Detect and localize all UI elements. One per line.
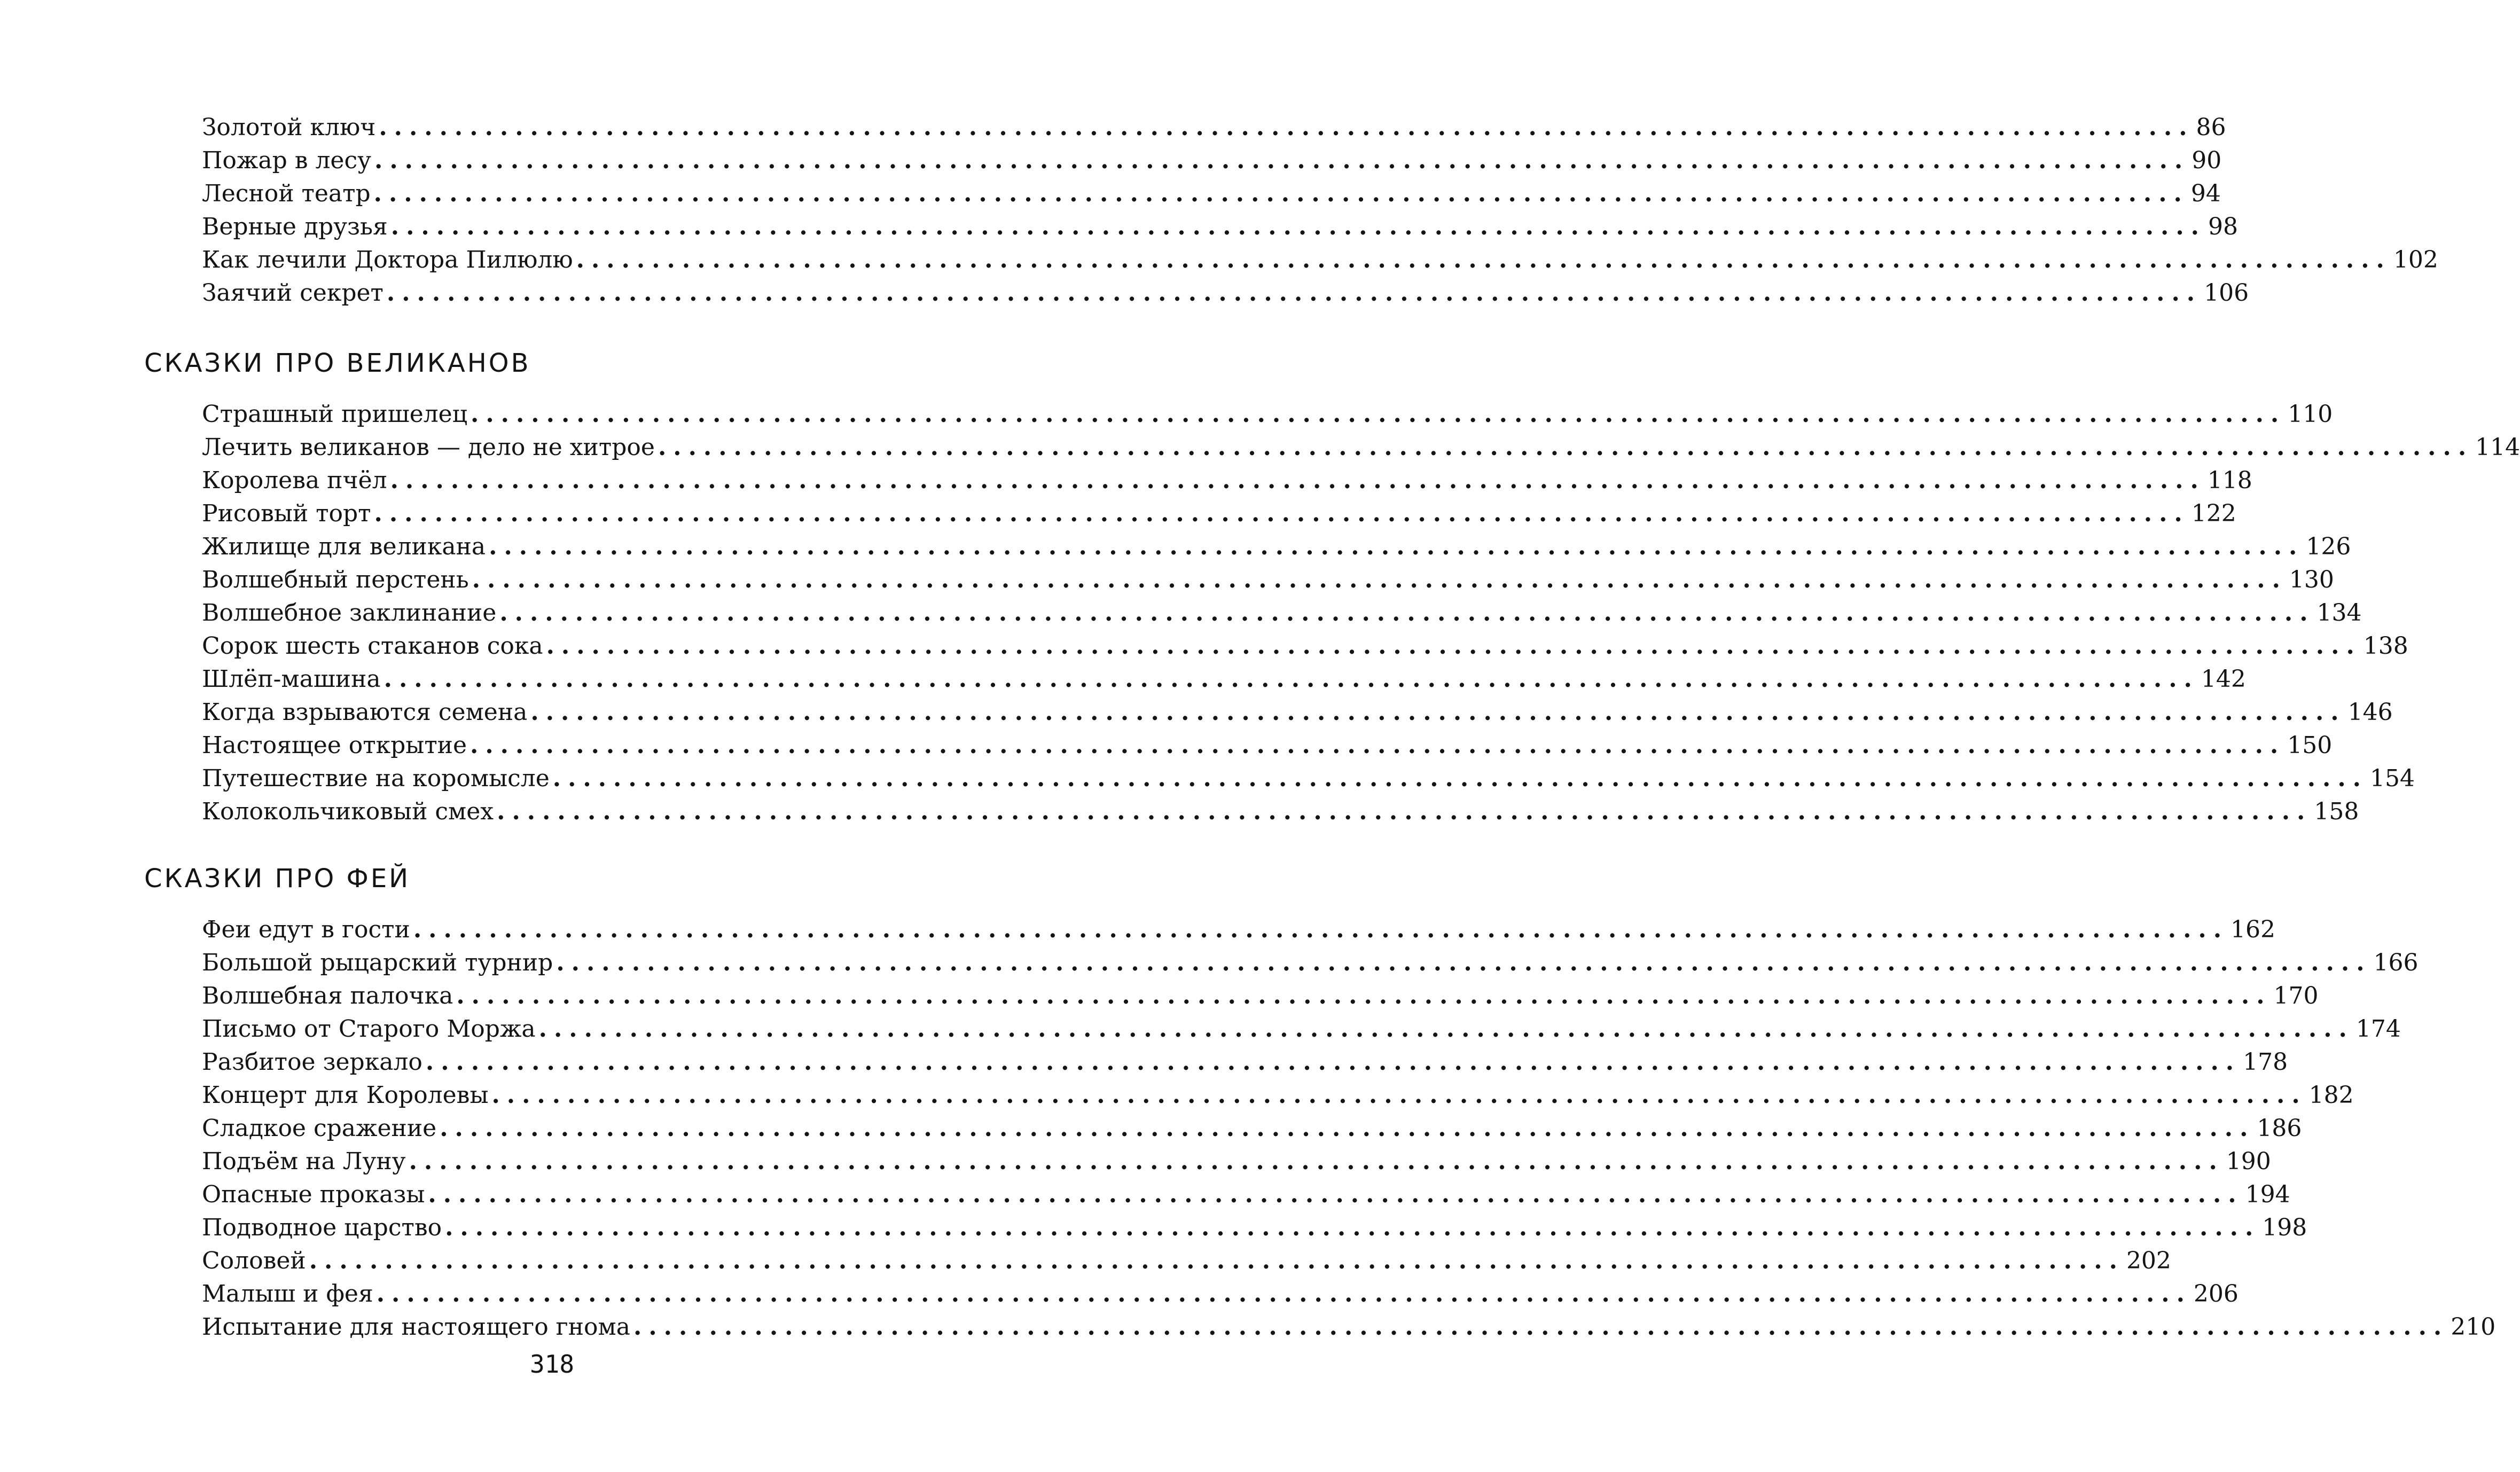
section-heading-fairies: СКАЗКИ ПРО ФЕЙ <box>144 864 411 894</box>
toc-entry-page: 150 <box>2287 732 2333 759</box>
toc-entry-title: Письмо от Старого Моржа <box>202 1015 536 1043</box>
toc-entry <box>202 1311 2496 1344</box>
toc-entry <box>202 762 2415 795</box>
toc-entry-page: 170 <box>2273 982 2319 1009</box>
dot-leader: ........................................................................................................................ <box>428 1181 2243 1208</box>
toc-entry <box>202 497 2236 530</box>
toc-entry-title: Испытание для настоящего гнома <box>202 1313 630 1341</box>
dot-leader: ........................................................................................................................ <box>489 533 2304 560</box>
toc-entry-title: Шлёп-машина <box>202 665 381 693</box>
toc-entry-title: Подъём на Луну <box>202 1148 406 1175</box>
dot-leader: ........................................................................................................................ <box>472 566 2287 593</box>
toc-entry <box>202 277 2249 310</box>
toc-entry-title: Концерт для Королевы <box>202 1082 489 1109</box>
toc-entry-page: 122 <box>2191 500 2236 527</box>
dot-leader: ........................................................................................................................ <box>425 1048 2241 1076</box>
dot-leader: ........................................................................................................................ <box>497 798 2312 825</box>
toc-entry-page: 98 <box>2208 213 2238 240</box>
dot-leader: ........................................................................................................................ <box>470 732 2286 759</box>
toc-entry <box>202 1145 2271 1178</box>
dot-leader: ........................................................................................................................ <box>576 246 2391 273</box>
dot-leader: ........................................................................................................................ <box>386 279 2202 307</box>
toc-entry-page: 194 <box>2245 1181 2290 1208</box>
toc-entry-page: 94 <box>2190 180 2221 207</box>
toc-entry <box>202 729 2333 762</box>
toc-entry <box>202 1046 2288 1079</box>
toc-entry-title: Золотой ключ <box>202 114 376 141</box>
dot-leader: ........................................................................................................................ <box>499 599 2315 627</box>
dot-leader: ........................................................................................................................ <box>374 500 2189 527</box>
toc-entry-page: 86 <box>2196 114 2226 141</box>
toc-entry <box>202 1013 2401 1046</box>
dot-leader: ........................................................................................................................ <box>376 1280 2192 1307</box>
toc-entry-page: 158 <box>2314 798 2359 825</box>
toc-entry-page: 154 <box>2369 765 2415 792</box>
dot-leader: ........................................................................................................................ <box>379 114 2194 141</box>
toc-entry-title: Подводное царство <box>202 1214 442 1241</box>
toc-entry-page: 106 <box>2204 279 2249 307</box>
toc-entry <box>202 946 2419 980</box>
toc-entry <box>202 913 2276 946</box>
dot-leader: ........................................................................................................................ <box>530 699 2346 726</box>
page-number: 318 <box>529 1350 575 1379</box>
toc-entry-page: 182 <box>2308 1082 2354 1109</box>
toc-entry <box>202 1278 2239 1311</box>
toc-entry-title: Сладкое сражение <box>202 1115 437 1142</box>
dot-leader: ........................................................................................................................ <box>390 467 2205 494</box>
toc-entry <box>202 1211 2307 1244</box>
toc-entry <box>202 630 2408 663</box>
dot-leader: ........................................................................................................................ <box>658 434 2474 461</box>
toc-entry <box>202 795 2359 828</box>
toc-entry-page: 178 <box>2243 1048 2288 1076</box>
toc-entry-title: Настоящее открытие <box>202 732 467 759</box>
section-heading-giants: СКАЗКИ ПРО ВЕЛИКАНОВ <box>144 348 531 378</box>
toc-entry-page: 142 <box>2201 665 2246 693</box>
toc-entry <box>202 563 2334 597</box>
toc-entry-page: 162 <box>2231 916 2276 943</box>
toc-entry <box>202 530 2351 563</box>
dot-leader: ........................................................................................................................ <box>546 632 2361 660</box>
toc-entry-page: 174 <box>2355 1015 2401 1043</box>
toc-entry-title: Пожар в лесу <box>202 147 372 174</box>
dot-leader: ........................................................................................................................ <box>384 665 2199 693</box>
toc-entry-title: Малыш и фея <box>202 1280 373 1307</box>
toc-entry-title: Волшебная палочка <box>202 982 453 1009</box>
toc-entry-title: Верные друзья <box>202 213 388 240</box>
toc-entry <box>202 597 2362 630</box>
toc-entry-title: Лесной театр <box>202 180 371 207</box>
dot-leader: ........................................................................................................................ <box>409 1148 2224 1175</box>
toc-entry <box>202 980 2319 1013</box>
toc-section-continued <box>202 111 2438 310</box>
toc-section-fairies <box>202 913 2496 1344</box>
toc-entry-page: 186 <box>2257 1115 2302 1142</box>
toc-entry-title: Королева пчёл <box>202 467 387 494</box>
toc-entry <box>202 244 2438 277</box>
dot-leader: ........................................................................................................................ <box>373 180 2189 207</box>
toc-entry-title: Волшебный перстень <box>202 566 469 593</box>
dot-leader: ........................................................................................................................ <box>538 1015 2354 1043</box>
toc-entry-page: 118 <box>2207 467 2252 494</box>
toc-entry-title: Заячий секрет <box>202 279 384 307</box>
toc-entry-title: Опасные проказы <box>202 1181 425 1208</box>
dot-leader: ........................................................................................................................ <box>552 765 2368 792</box>
dot-leader: ........................................................................................................................ <box>491 1082 2307 1109</box>
dot-leader: ........................................................................................................................ <box>374 147 2190 174</box>
toc-entry <box>202 1178 2290 1211</box>
toc-entry <box>202 1079 2354 1112</box>
toc-entry <box>202 431 2520 464</box>
toc-entry <box>202 1244 2171 1278</box>
toc-entry-title: Страшный пришелец <box>202 401 468 428</box>
toc-entry-title: Феи едут в гости <box>202 916 410 943</box>
dot-leader: ........................................................................................................................ <box>456 982 2272 1009</box>
toc-entry-title: Сорок шесть стаканов сока <box>202 632 543 660</box>
toc-entry <box>202 398 2333 431</box>
toc-entry-page: 134 <box>2316 599 2362 627</box>
toc-entry <box>202 464 2252 497</box>
toc-entry-page: 202 <box>2126 1247 2171 1274</box>
toc-entry-title: Рисовый торт <box>202 500 371 527</box>
dot-leader: ........................................................................................................................ <box>633 1313 2449 1341</box>
toc-entry-title: Путешествие на коромысле <box>202 765 550 792</box>
toc-entry-page: 114 <box>2475 434 2520 461</box>
dot-leader: ........................................................................................................................ <box>309 1247 2124 1274</box>
toc-entry <box>202 111 2226 144</box>
toc-entry-page: 166 <box>2373 949 2419 976</box>
dot-leader: ........................................................................................................................ <box>556 949 2372 976</box>
toc-entry-title: Волшебное заклинание <box>202 599 497 627</box>
toc-entry-page: 198 <box>2262 1214 2307 1241</box>
dot-leader: ........................................................................................................................ <box>440 1115 2255 1142</box>
dot-leader: ........................................................................................................................ <box>390 213 2206 240</box>
toc-entry <box>202 696 2393 729</box>
toc-entry-page: 130 <box>2289 566 2334 593</box>
dot-leader: ........................................................................................................................ <box>471 401 2286 428</box>
toc-entry-title: Как лечили Доктора Пилюлю <box>202 246 573 273</box>
toc-entry <box>202 144 2222 177</box>
toc-entry-page: 102 <box>2393 246 2438 273</box>
dot-leader: ........................................................................................................................ <box>445 1214 2260 1241</box>
toc-entry <box>202 210 2238 244</box>
toc-entry-page: 206 <box>2193 1280 2239 1307</box>
toc-entry-title: Когда взрываются семена <box>202 699 528 726</box>
toc-entry-page: 138 <box>2363 632 2408 660</box>
toc-entry-page: 146 <box>2347 699 2393 726</box>
toc-entry-title: Колокольчиковый смех <box>202 798 494 825</box>
toc-entry-title: Разбитое зеркало <box>202 1048 422 1076</box>
toc-entry-title: Лечить великанов — дело не хитрое <box>202 434 655 461</box>
toc-entry <box>202 177 2221 210</box>
toc-entry <box>202 663 2246 696</box>
toc-entry-page: 110 <box>2288 401 2333 428</box>
toc-entry-title: Большой рыцарский турнир <box>202 949 553 976</box>
toc-section-giants <box>202 398 2520 828</box>
toc-entry <box>202 1112 2302 1145</box>
toc-entry-title: Жилище для великана <box>202 533 486 560</box>
toc-entry-page: 190 <box>2226 1148 2271 1175</box>
toc-entry-page: 126 <box>2306 533 2351 560</box>
toc-entry-title: Соловей <box>202 1247 306 1274</box>
toc-entry-page: 90 <box>2192 147 2222 174</box>
dot-leader: ........................................................................................................................ <box>413 916 2229 943</box>
toc-entry-page: 210 <box>2451 1313 2496 1341</box>
